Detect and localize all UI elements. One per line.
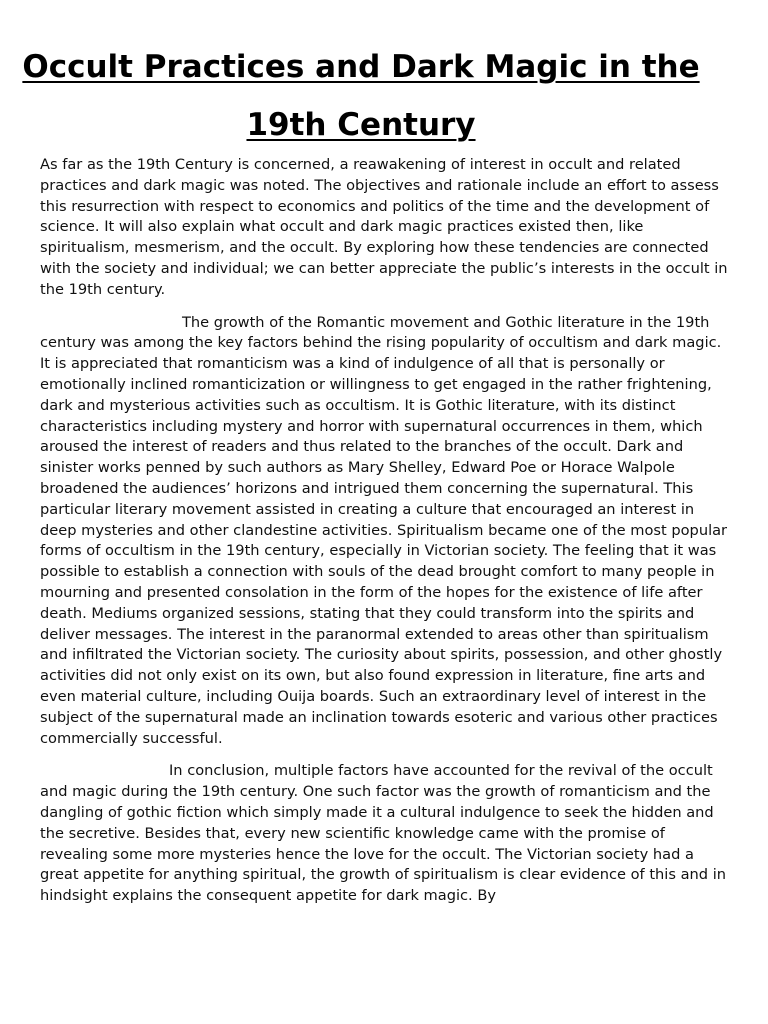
document-title: Occult Practices and Dark Magic in the 19th Century: [22, 49, 700, 143]
paragraph-romantic-gothic: [40, 313, 730, 750]
document-body: [40, 155, 730, 919]
paragraph-conclusion: [40, 761, 730, 907]
paragraph-introduction: [40, 155, 730, 301]
paragraph-text: As far as the 19th Century is concerned, a reawakening of interest in occult and related practices and dark magic was noted. The objectives and rationale include an effort to assess this resurrection with respect to economics and politics of the time and the development of science. It will also explain what occult and dark magic practices existed then, like spiritualism, mesmerism, and the occult. By exploring how these tendencies are connected with the society and individual; we can better appreciate the public’s interests in the occult in the 19th century.: [40, 156, 728, 298]
paragraph-text: The growth of the Romantic movement and Gothic literature in the 19th century was among the key factors behind the rising popularity of occultism and dark magic. It is appreciated that romanticism was a kind of indulgence of all that is personally or emotionally inclined romanticization or willingness to get engaged in the rather frightening, dark and mysterious activities such as occultism. It is Gothic literature, with its distinct characteristics including mystery and horror with supernatural occurrences in them, which aroused the interest of readers and thus related to the branches of the occult. Dark and sinister works penned by such authors as Mary Shelley, Edward Poe or Horace Walpole broadened the audiences’ horizons and intrigued them concerning the supernatural. This particular literary movement assisted in creating a culture that encouraged an interest in deep mysteries and other clandestine activities. Spiritualism became one of the most popular forms of occultism in the 19th century, especially in Victorian society. The feeling that it was possible to establish a connection with souls of the dead brought comfort to many people in mourning and presented consolation in the form of the hopes for the existence of life after death. Mediums organized sessions, stating that they could transform into the spirits and deliver messages. The interest in the paranormal extended to areas other than spiritualism and infiltrated the Victorian society. The curiosity about spirits, possession, and other ghostly activities did not only exist on its own, but also found expression in literature, fine arts and even material culture, including Ouija boards. Such an extraordinary level of interest in the subject of the supernatural made an inclination towards esoteric and various other practices commercially successful.: [40, 313, 728, 747]
paragraph-text: In conclusion, multiple factors have accounted for the revival of the occult and magic during the 19th century. One such factor was the growth of romanticism and the dangling of gothic fiction which simply made it a cultural indulgence to seek the hidden and the secretive. Besides that, every new scientific knowledge came with the promise of revealing some more mysteries hence the love for the occult. The Victorian society had a great appetite for anything spiritual, the growth of spiritualism is clear evidence of this and in hindsight explains the consequent appetite for dark magic. By: [40, 762, 727, 905]
